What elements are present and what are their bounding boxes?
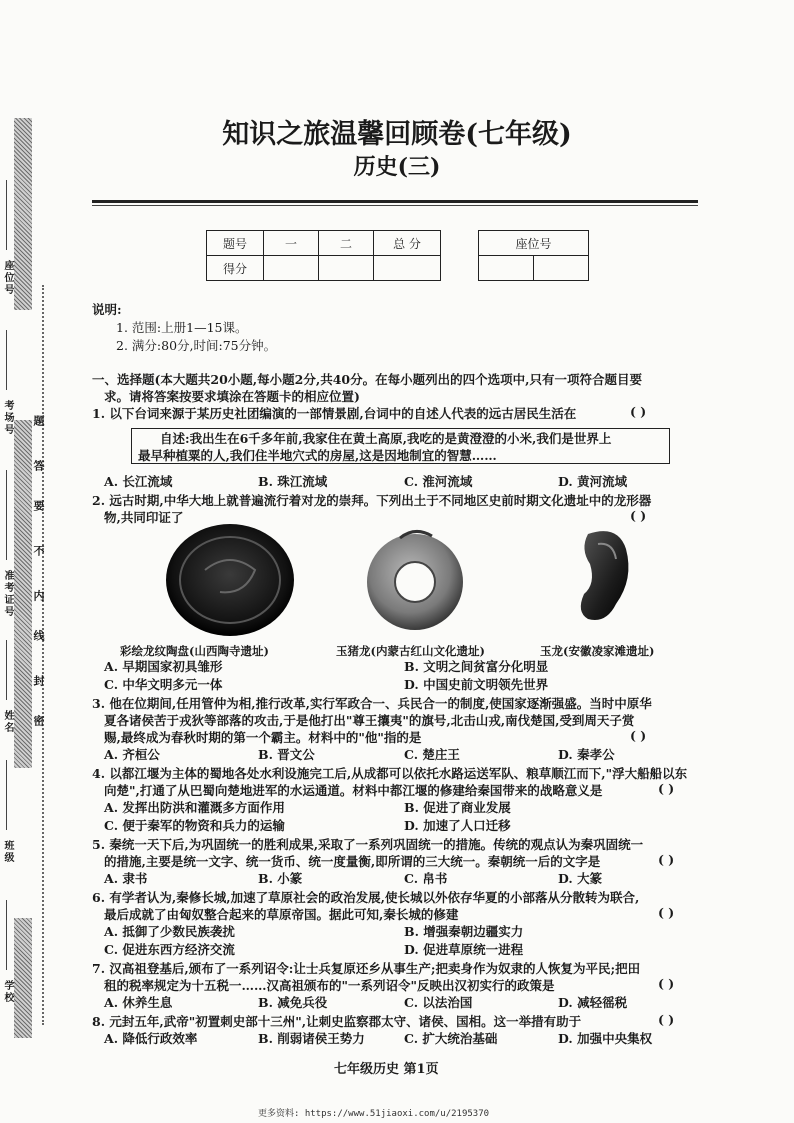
option[interactable]: C. 以法治国: [404, 995, 473, 1010]
option[interactable]: C. 楚庄王: [404, 747, 460, 762]
question-8-stem: 8. 元封五年,武帝"初置刺史部十三州",让刺史监察郡太守、诸侯、国相。这一举措有助于: [92, 1014, 582, 1029]
score-row-label: 得分: [207, 256, 264, 281]
name-label: 姓名: [2, 710, 13, 734]
option[interactable]: B. 促进了商业发展: [404, 800, 511, 815]
seat-number-header: 座位号: [479, 231, 589, 256]
option[interactable]: C. 促进东西方经济交流: [104, 942, 235, 957]
option[interactable]: D. 黄河流域: [558, 474, 628, 489]
option[interactable]: A. 降低行政效率: [104, 1031, 198, 1046]
jade-pig-dragon-image: [360, 520, 470, 640]
option[interactable]: A. 抵御了少数民族袭扰: [104, 924, 235, 939]
answer-paren: ( ): [658, 976, 675, 991]
image-caption: 玉龙(安徽凌家滩遗址): [540, 644, 655, 658]
question-7-stem-cont: 租的税率规定为十五税一……汉高祖颁布的"一系列诏令"反映出汉初实行的政策是: [104, 978, 555, 993]
resource-link[interactable]: 更多资料: https://www.51jiaoxi.com/u/2195370: [258, 1109, 490, 1119]
exam-room-label: 考场号: [2, 400, 13, 436]
option[interactable]: A. 早期国家初具雏形: [104, 659, 223, 674]
question-2-stem-cont: 物,共同印证了: [104, 510, 184, 525]
warning-char: 密: [32, 715, 45, 728]
option[interactable]: B. 削弱诸侯王势力: [258, 1031, 365, 1046]
option[interactable]: A. 长江流域: [104, 474, 173, 489]
score-header-cell: 题号: [207, 231, 264, 256]
option[interactable]: C. 便于秦军的物资和兵力的运输: [104, 818, 285, 833]
answer-paren: ( ): [630, 728, 647, 743]
answer-paren: ( ): [658, 905, 675, 920]
answer-paren: ( ): [630, 508, 647, 523]
question-6-stem-cont: 最后成就了由匈奴整合起来的草原帝国。据此可知,秦长城的修建: [104, 907, 459, 922]
warning-char: 线: [32, 630, 45, 643]
option[interactable]: A. 齐桓公: [104, 747, 160, 762]
question-4-stem-cont: 向楚",打通了从巴蜀向楚地进军的水运通道。材料中都江堰的修建给秦国带来的战略意义是: [104, 783, 603, 798]
score-cell[interactable]: [374, 256, 441, 281]
score-cell[interactable]: [264, 256, 319, 281]
option[interactable]: A. 发挥出防洪和灌溉多方面作用: [104, 800, 285, 815]
warning-char: 答: [32, 460, 45, 473]
option[interactable]: D. 中国史前文明领先世界: [404, 677, 549, 692]
question-6-stem: 6. 有学者认为,秦修长城,加速了草原社会的政治发展,使长城以外依存华夏的小部落从分散转为联合,: [92, 890, 640, 905]
option[interactable]: B. 晋文公: [258, 747, 315, 762]
question-2-stem: 2. 远古时期,中华大地上就普遍流行着对龙的崇拜。下列出土于不同地区史前时期文化遗址中的龙形器: [92, 493, 652, 508]
option[interactable]: C. 淮河流域: [404, 474, 473, 489]
option[interactable]: B. 减免兵役: [258, 995, 328, 1010]
option[interactable]: B. 珠江流域: [258, 474, 328, 489]
question-5-stem-cont: 的措施,主要是统一文字、统一货币、统一度量衡,即所谓的三大统一。秦朝统一后的文字是: [104, 854, 601, 869]
option[interactable]: D. 大篆: [558, 871, 603, 886]
warning-char: 要: [32, 500, 45, 513]
answer-paren: ( ): [658, 1012, 675, 1027]
question-7-stem: 7. 汉高祖登基后,颁布了一系列诏令:让士兵复原还乡从事生产;把卖身作为奴隶的人恢复为平民;把田: [92, 961, 641, 976]
image-caption: 玉猪龙(内蒙古红山文化遗址): [336, 644, 485, 658]
section-heading: 一、选择题(本大题共20小题,每小题2分,共40分。在每小题列出的四个选项中,只有一项符合题目要: [92, 372, 642, 387]
warning-char: 不: [32, 545, 45, 558]
seat-label: 座位号: [2, 260, 13, 296]
school-write-line: [6, 900, 7, 970]
quote-line: 最早种植粟的人,我们住半地穴式的房屋,这是因地制宜的智慧……: [138, 448, 497, 463]
warning-char: 题: [32, 415, 45, 428]
seat-table: [478, 230, 589, 281]
option[interactable]: D. 加强中央集权: [558, 1031, 653, 1046]
option[interactable]: A. 休养生息: [104, 995, 173, 1010]
option[interactable]: C. 中华文明多元一体: [104, 677, 223, 692]
admission-label: 准考证号: [2, 570, 13, 618]
seat-write-line: [6, 180, 7, 250]
answer-paren: ( ): [630, 404, 647, 419]
page-title: 知识之旅温馨回顾卷(七年级): [222, 119, 572, 150]
question-1-quote-box: [131, 428, 670, 464]
name-write-line: [6, 640, 7, 700]
admission-write-line: [6, 470, 7, 560]
image-caption: 彩绘龙纹陶盘(山西陶寺遗址): [120, 644, 269, 658]
score-header-cell: 二: [319, 231, 374, 256]
question-5-stem: 5. 秦统一天下后,为巩固统一的胜利成果,采取了一系列巩固统一的措施。传统的观点认为秦巩固统一: [92, 837, 644, 852]
answer-paren: ( ): [658, 852, 675, 867]
question-1-stem: 1. 以下台词来源于某历史社团编演的一部情景剧,台词中的自述人代表的远古居民生活在: [92, 406, 577, 421]
exam-room-write-line: [6, 330, 7, 390]
option[interactable]: A. 隶书: [104, 871, 148, 886]
section-heading-cont: 求。请将答案按要求填涂在答题卡的相应位置): [104, 389, 360, 404]
title-rule: [92, 200, 698, 203]
option[interactable]: B. 小篆: [258, 871, 303, 886]
seat-cell[interactable]: [534, 256, 589, 281]
dotted-cut-line: [42, 285, 44, 1025]
instructions-heading: 说明:: [92, 302, 122, 317]
class-label: 班级: [2, 840, 13, 864]
painted-dragon-plate-image: [150, 520, 310, 640]
instruction-item: 1. 范围:上册1—15课。: [116, 320, 248, 335]
instruction-item: 2. 满分:80分,时间:75分钟。: [116, 338, 277, 353]
binding-strip: [14, 118, 32, 1038]
jade-dragon-image: [568, 524, 638, 634]
option[interactable]: D. 加速了人口迁移: [404, 818, 511, 833]
option[interactable]: D. 促进草原统一进程: [404, 942, 524, 957]
class-write-line: [6, 760, 7, 830]
option[interactable]: D. 减轻徭税: [558, 995, 628, 1010]
page-footer: 七年级历史 第1页: [334, 1062, 439, 1077]
score-header-cell: 一: [264, 231, 319, 256]
score-header-cell: 总 分: [374, 231, 441, 256]
page-subtitle: 历史(三): [353, 154, 441, 180]
warning-char: 内: [32, 590, 45, 603]
question-3-stem-cont: 赐,最终成为春秋时期的第一个霸主。材料中的"他"指的是: [104, 730, 422, 745]
option[interactable]: C. 扩大统治基础: [404, 1031, 498, 1046]
score-table: [206, 230, 441, 281]
quote-line: 自述:我出生在6千多年前,我家住在黄土高原,我吃的是黄澄澄的小米,我们是世界上: [160, 431, 612, 446]
option[interactable]: B. 增强秦朝边疆实力: [404, 924, 524, 939]
seat-cell[interactable]: [479, 256, 534, 281]
option[interactable]: D. 秦孝公: [558, 747, 615, 762]
option[interactable]: B. 文明之间贫富分化明显: [404, 659, 549, 674]
question-3-stem: 3. 他在位期间,任用管仲为相,推行改革,实行军政合一、兵民合一的制度,使国家逐渐强盛。当时中原华: [92, 696, 652, 711]
question-3-stem-cont: 夏各诸侯苦于戎狄等部落的攻击,于是他打出"尊王攘夷"的旗号,北击山戎,南伐楚国,受到周天子赏: [104, 713, 635, 728]
score-cell[interactable]: [319, 256, 374, 281]
school-label: 学校: [2, 980, 13, 1004]
title-rule-thin: [92, 205, 698, 206]
answer-paren: ( ): [658, 781, 675, 796]
option[interactable]: C. 帛书: [404, 871, 448, 886]
warning-char: 封: [32, 675, 45, 688]
question-4-stem: 4. 以都江堰为主体的蜀地各处水利设施完工后,从成都可以依托水路运送军队、粮草顺江而下,"浮大船船以东: [92, 766, 688, 781]
